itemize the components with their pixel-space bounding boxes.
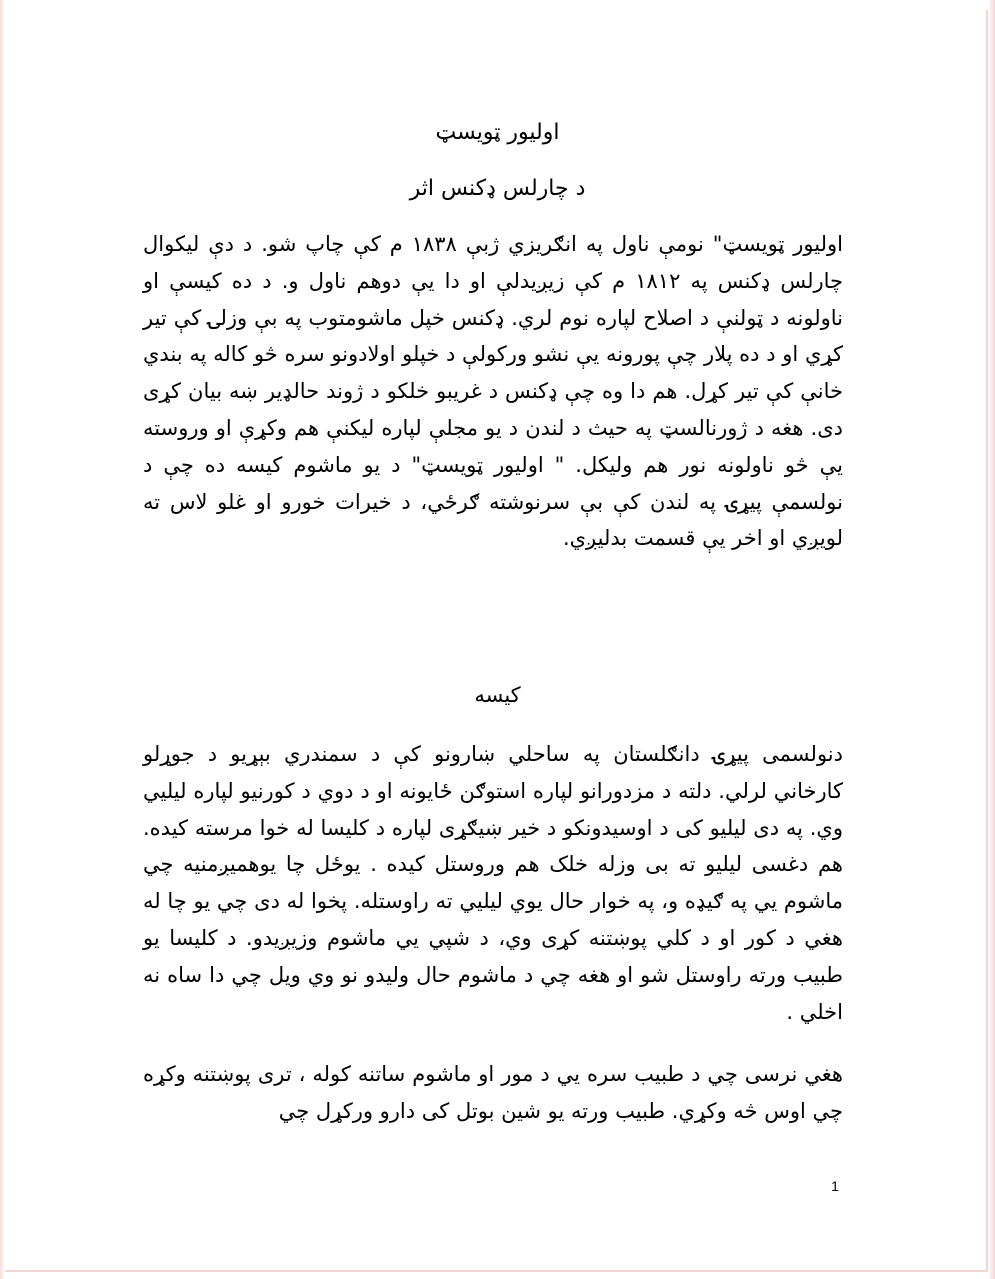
story-paragraph: هغي نرسی چي د طبیب سره یي د مور او ماشوم ساتنه کوله ، تری پوښتنه وکړه چي اوس څه وکړي. طبیب ورته یو شین بوتل کی دارو ورکړل چي (143, 1062, 843, 1123)
section-heading: کیسه (474, 683, 521, 707)
story-paragraph: دنولسمی پیړۍ دانګلستان په ساحلي ښارونو کې د سمندري بېړیو د جوړلو کارخاني لرلي. دلته د مزدورانو لپاره استوګن ځایونه او د دوي د کورنیو لپاره لیلیي وي. په دی لیلیو کی د اوسیدونکو د خیر ښیګړی لپاره د کلیسا له خوا مرسته کیده. هم دغسی لیلیو ته بی وزله خلک هم وروستل کیده . یوځل چا یوهمیږمنیه چي ماشوم یي په ګیډه و، په خوار حال یوي لیلیي ته راوستله. پخوا له دی چي یو چا له هغي د کور او د کلي پوښتنه کړی وي، د شپي یي ماشوم وزیږیدو. د کلیسا یو طبیب ورته راوستل شو او هغه چي د ماشوم حال ولیدو نو وي ویل چي دا ساه نه اخلي . (143, 742, 843, 1024)
page-number: 1 (831, 1178, 839, 1194)
document-title: اولیور ټویسټ (435, 120, 560, 145)
intro-paragraph: اولیور ټویسټ" نومې ناول په انګریزي ژبې ۱۸۳۸ م کې چاپ شو. د دې لیکوال چارلس ډکنس په ۱۸۱۲ م کې زیږیدلې او دا یې دوهم ناول و. د ده کیسې او ناولونه د ټولنې د اصلاح لپاره نوم لري. ډکنس خپل ماشومتوب په بې وزلۍ کې تیر کړي او د ده پلار چې پورونه یې نشو ورکولې د خپلو اولادونو سره څو کاله په بندي خانې کې تیر کړل. هم دا وه چې ډکنس د غریبو خلکو د ژوند حالډیر ښه بیان کړی دی. هغه د ژورنالسټ په حیث د لندن د یو مجلې لپاره لیکنې هم وکړې او وروسته یې څو ناولونه نور هم ولیکل. " اولیور ټویسټ" د یو ماشوم کیسه ده چې د نولسمې پیړۍ په لندن کې بې سرنوشته ګرځي، د خیرات خورو او غلو لاس ته لویږي او اخر یې قسمت بدلیږي. (143, 232, 844, 551)
document-subtitle: د چارلس ډکنس اثر (409, 176, 586, 201)
